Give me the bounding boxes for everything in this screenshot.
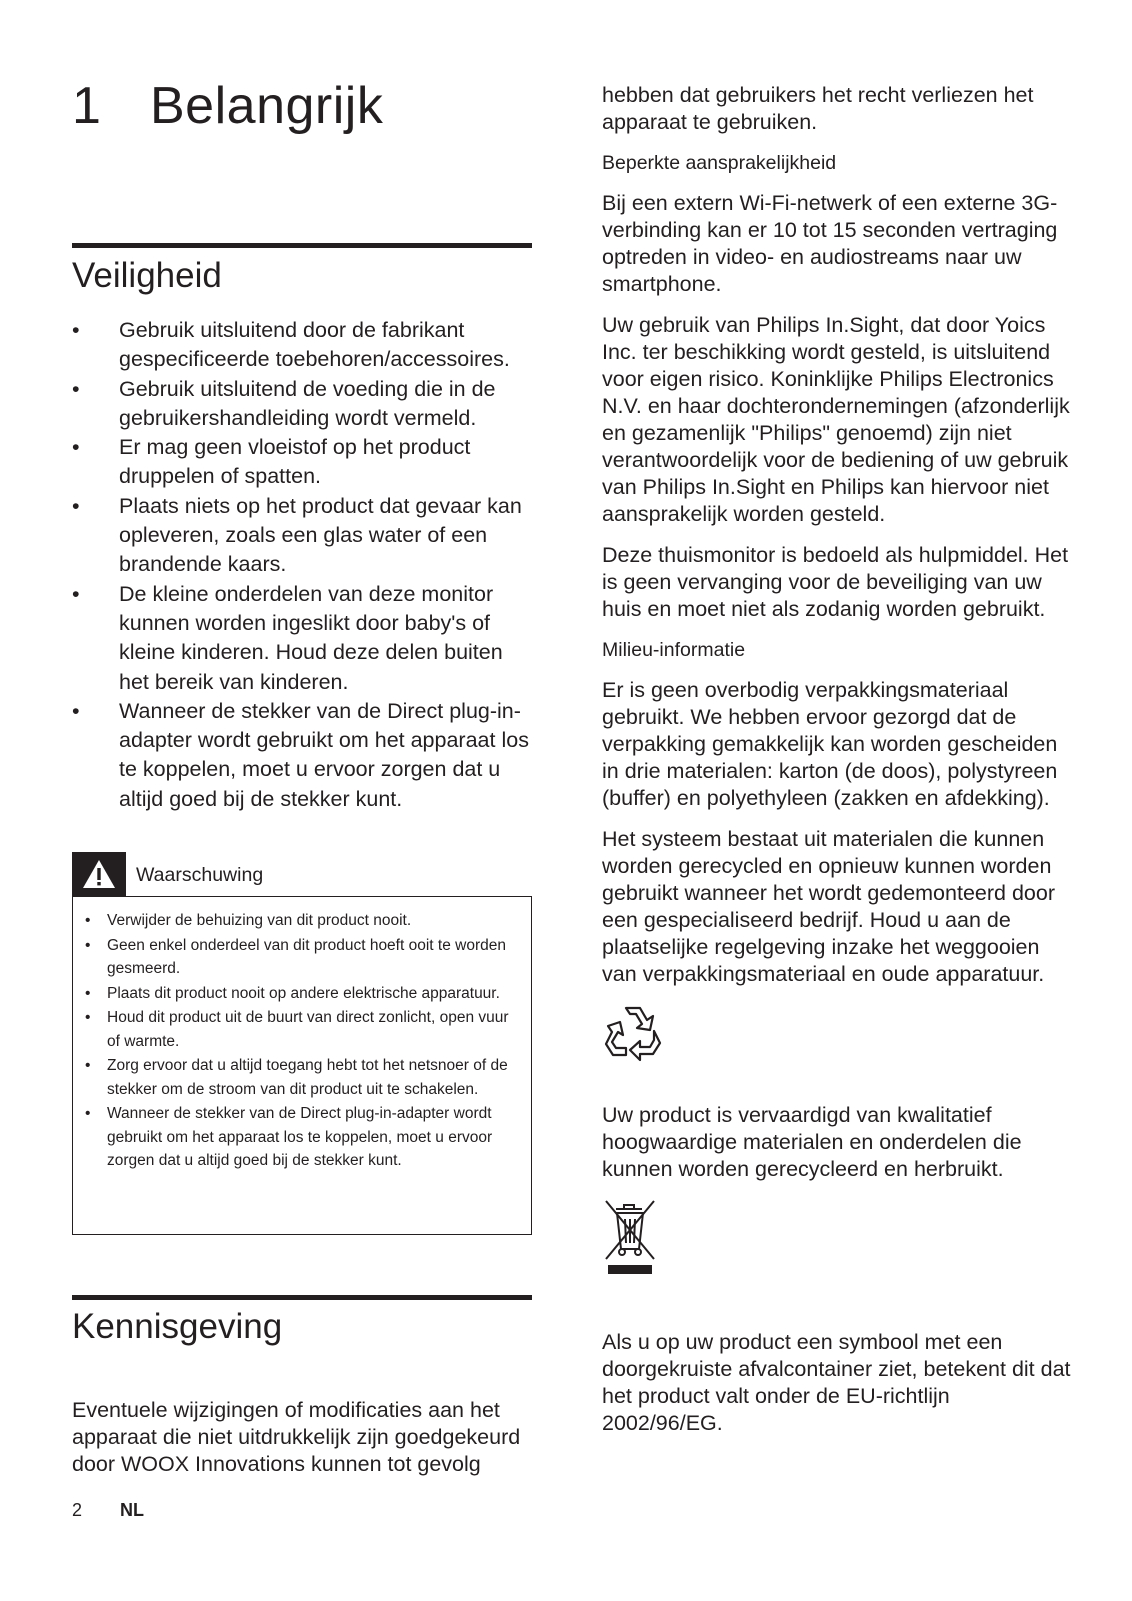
list-item: • Gebruik uitsluitend de voeding die in de gebruikershandleiding wordt vermeld.: [72, 375, 532, 434]
right-flow: [602, 82, 1072, 1451]
liability-paragraph-1: Bij een extern Wi-Fi-netwerk of een externe 3G-verbinding kan er 10 tot 15 seconden vertraging optreden in video- en audiostreams naar uw smartphone.: [602, 191, 1058, 296]
list-item: • De kleine onderdelen van deze monitor kunnen worden ingeslikt door baby's of kleine kinderen. Houd deze delen buiten het bereik van kinderen.: [72, 580, 532, 697]
list-item: • Er mag geen vloeistof op het product druppelen of spatten.: [72, 433, 532, 492]
safety-list: [72, 316, 532, 814]
section-rule: [72, 1295, 532, 1300]
list-item: • Geen enkel onderdeel van dit product hoeft ooit te worden gesmeerd.: [85, 934, 521, 981]
crossed-bin-icon: [602, 1197, 658, 1275]
liability-paragraph-2: Uw gebruik van Philips In.Sight, dat door Yoics Inc. ter beschikking wordt gesteld, is uitsluitend voor eigen risico. Koninklijke Philips Electronics N.V. en haar dochterondernemingen (afzonderlijk en gezamenlijk "Philips" genoemd) zijn niet verantwoordelijk voor de bediening of uw gebruik van Philips In.Sight en Philips kan hiervoor niet aansprakelijk worden gesteld.: [602, 313, 1070, 526]
warning-triangle-icon: [72, 852, 126, 896]
chapter-heading: [72, 76, 383, 136]
list-item: • Plaats niets op het product dat gevaar kan opleveren, zoals een glas water of een brandende kaars.: [72, 492, 532, 580]
warning-list: [73, 897, 531, 1173]
crossed-bin-symbol: [602, 1197, 1072, 1321]
environment-heading: Milieu-informatie: [602, 639, 746, 661]
section-rule: [72, 243, 532, 248]
warning-label: Waarschuwing: [136, 864, 264, 886]
environment-paragraph-3: Uw product is vervaardigd van kwalitatief hoogwaardige materialen en onderdelen die kunnen worden gerecycleerd en herbruikt.: [602, 1103, 1022, 1181]
list-item: • Plaats dit product nooit op andere elektrische apparatuur.: [85, 982, 521, 1006]
environment-paragraph-1: Er is geen overbodig verpakkingsmateriaal gebruikt. We hebben ervoor gezorgd dat de verpakking gemakkelijk kan worden gescheiden in drie materialen: karton (de doos), polystyreen (buffer) en polyethyleen (zakken en afdekking).: [602, 678, 1058, 810]
list-item: • Verwijder de behuizing van dit product nooit.: [85, 909, 521, 933]
recycle-icon: [602, 1002, 664, 1064]
liability-heading: Beperkte aansprakelijkheid: [602, 152, 837, 174]
list-item: • Houd dit product uit de buurt van direct zonlicht, open vuur of warmte.: [85, 1006, 521, 1053]
environment-paragraph-4: Als u op uw product een symbool met een doorgekruiste afvalcontainer ziet, betekent dit dat het product valt onder de EU-richtlijn 2002/96/EG.: [602, 1330, 1071, 1435]
page-number: 2: [72, 1500, 83, 1520]
chapter-title: Belangrijk: [150, 77, 384, 135]
liability-paragraph-3: Deze thuismonitor is bedoeld als hulpmiddel. Het is geen vervanging voor de beveiliging van uw huis en moet niet als zodanig worden gebruikt.: [602, 543, 1069, 621]
section-title-safety: Veiligheid: [72, 256, 222, 295]
warning-header: [72, 852, 532, 896]
recycle-symbol: [602, 1002, 1072, 1102]
section-title-notice: Kennisgeving: [72, 1307, 283, 1346]
warning-box: [72, 896, 532, 1235]
notice-paragraph-continued: hebben dat gebruikers het recht verliezen het apparaat te gebruiken.: [602, 83, 1034, 134]
environment-paragraph-2: Het systeem bestaat uit materialen die kunnen worden gerecycled en opnieuw kunnen worden gebruikt wanneer het wordt gedemonteerd door een gespecialiseerd bedrijf. Houd u aan de plaatselijke regelgeving inzake het weggooien van verpakkingsmateriaal en oude apparatuur.: [602, 827, 1055, 986]
notice-paragraph: Eventuele wijzigingen of modificaties aan het apparaat die niet uitdrukkelijk zijn goedgekeurd door WOOX Innovations kunnen tot gevolg: [72, 1398, 521, 1476]
list-item: • Wanneer de stekker van de Direct plug-in-adapter wordt gebruikt om het apparaat los te koppelen, moet u ervoor zorgen dat u altijd goed bij de stekker kunt.: [72, 697, 532, 814]
language-code: NL: [120, 1500, 144, 1520]
chapter-number: 1: [72, 77, 102, 135]
list-item: • Gebruik uitsluitend door de fabrikant gespecificeerde toebehoren/accessoires.: [72, 316, 532, 375]
list-item: • Zorg ervoor dat u altijd toegang hebt tot het netsnoer of de stekker om de stroom van dit product uit te schakelen.: [85, 1054, 521, 1101]
page-footer: [72, 1500, 144, 1521]
list-item: • Wanneer de stekker van de Direct plug-in-adapter wordt gebruikt om het apparaat los te koppelen, moet u ervoor zorgen dat u altijd goed bij de stekker kunt.: [85, 1102, 521, 1173]
